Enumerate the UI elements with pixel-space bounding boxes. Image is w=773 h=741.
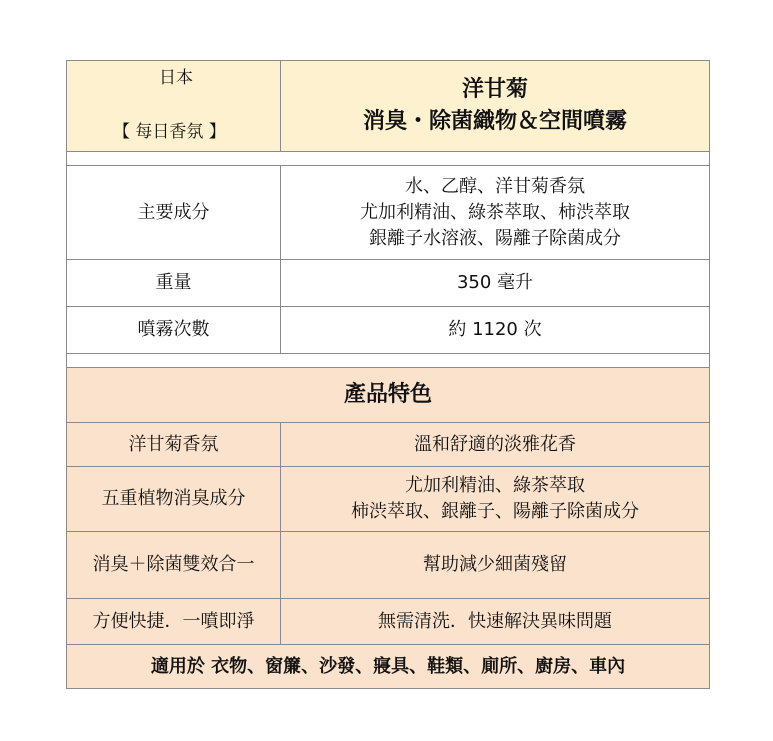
usage-text: 適用於 衣物、窗簾、沙發、寢具、鞋類、廁所、廚房、車內 <box>67 645 710 689</box>
ingredients-value <box>281 166 710 260</box>
feature-value-line: 無需清洗．快速解決異味問題 <box>378 610 612 632</box>
weight-value: 350 毫升 <box>281 260 710 307</box>
brand-cell <box>67 61 281 152</box>
sprays-value: 約 1120 次 <box>281 307 710 354</box>
feature-label: 消臭＋除菌雙效合一 <box>67 532 281 599</box>
feature-label: 洋甘菊香氛 <box>67 423 281 467</box>
spacer-row <box>67 354 710 368</box>
weight-label: 重量 <box>67 260 281 307</box>
ingredients-line: 水、乙醇、洋甘菊香氛 <box>405 175 585 197</box>
weight-row <box>67 260 710 307</box>
ingredients-line: 銀離子水溶液、陽離子除菌成分 <box>369 227 621 249</box>
ingredients-row <box>67 166 710 260</box>
features-title-row <box>67 368 710 423</box>
feature-value-line: 溫和舒適的淡雅花香 <box>414 433 576 455</box>
feature-value <box>281 423 710 467</box>
brand-label: 【 每日香氛 】 <box>113 122 226 142</box>
product-title-line1: 洋甘菊 <box>461 77 528 102</box>
feature-row <box>67 599 710 645</box>
usage-row <box>67 645 710 689</box>
sprays-label: 噴霧次數 <box>67 307 281 354</box>
header-row <box>67 61 710 152</box>
feature-value-line: 柿渋萃取、銀離子、陽離子除菌成分 <box>351 501 639 522</box>
feature-value <box>281 467 710 532</box>
feature-value <box>281 599 710 645</box>
feature-label: 五重植物消臭成分 <box>67 467 281 532</box>
feature-row <box>67 423 710 467</box>
features-title: 產品特色 <box>67 368 710 423</box>
feature-row <box>67 532 710 599</box>
product-title-line2: 消臭・除菌織物＆空間噴霧 <box>362 109 627 134</box>
feature-value-line: 尤加利精油、綠茶萃取 <box>405 475 585 496</box>
feature-value-line: 幫助減少細菌殘留 <box>423 554 567 575</box>
feature-value <box>281 532 710 599</box>
ingredients-line: 尤加利精油、綠茶萃取、柿渋萃取 <box>360 201 630 223</box>
product-title-cell <box>281 61 710 152</box>
country-label: 日本 <box>159 68 193 88</box>
sprays-row <box>67 307 710 354</box>
product-spec-table <box>66 60 710 689</box>
feature-label: 方便快捷．一噴即淨 <box>67 599 281 645</box>
spacer-row <box>67 152 710 166</box>
feature-row <box>67 467 710 532</box>
ingredients-label: 主要成分 <box>67 166 281 260</box>
